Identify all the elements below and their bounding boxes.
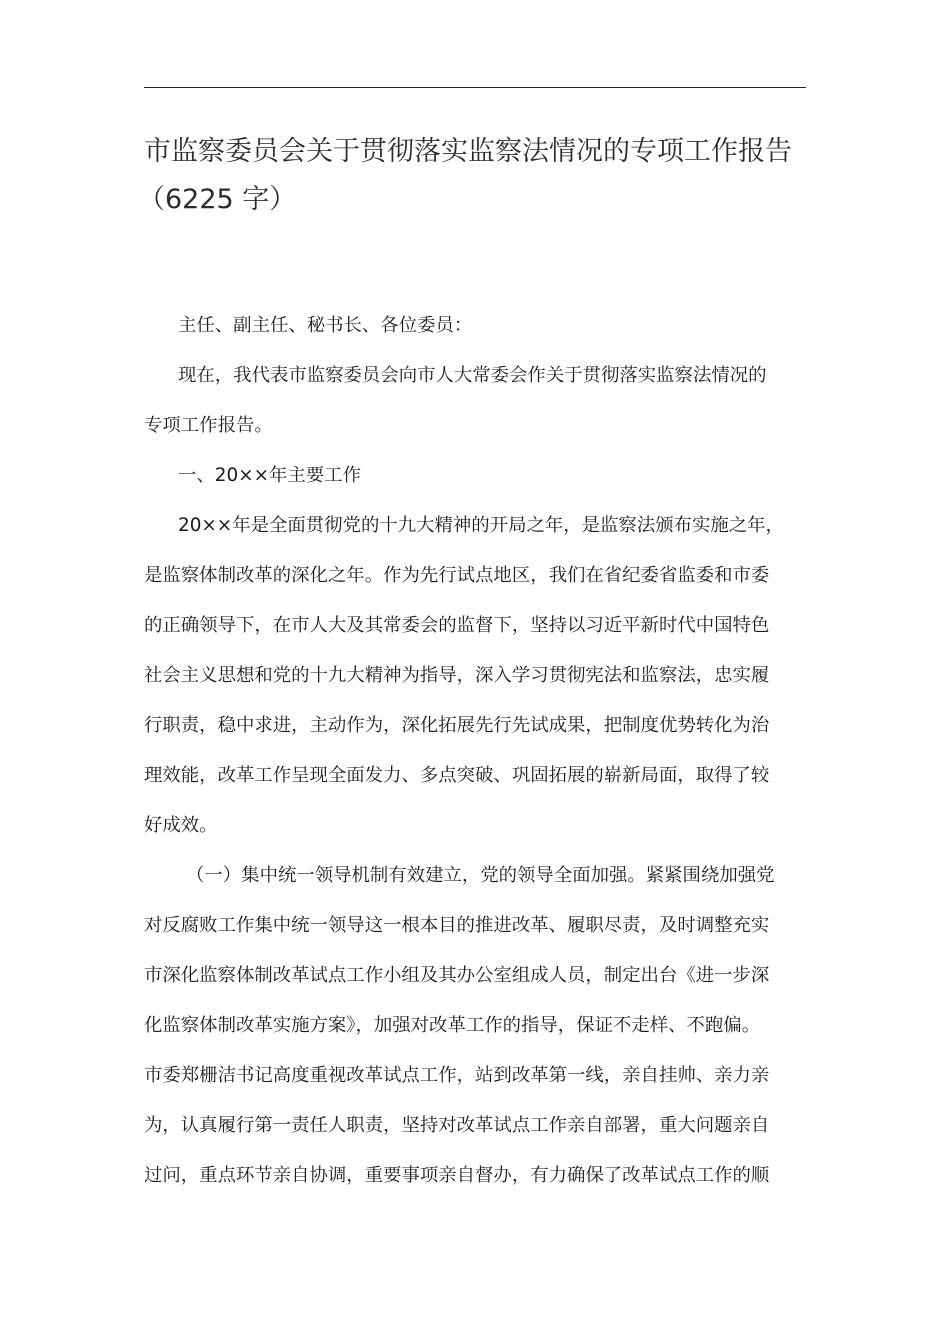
title-line-2: （6225 字） <box>138 184 297 215</box>
paragraph-line: 过问，重点环节亲自协调，重要事项亲自督办，有力确保了改革试点工作的顺 <box>144 1165 770 1186</box>
paragraph-line: 行职责，稳中求进，主动作为，深化拓展先行先试成果，把制度优势转化为治 <box>144 715 770 736</box>
paragraph-line: 是监察体制改革的深化之年。作为先行试点地区，我们在省纪委省监委和市委 <box>144 565 770 586</box>
subsection-line: （一）集中统一领导机制有效建立，党的领导全面加强。紧紧围绕加强党 <box>186 865 775 886</box>
section-heading: 一、20××年主要工作 <box>178 465 361 486</box>
paragraph-line: 20××年是全面贯彻党的十九大精神的开局之年，是监察法颁布实施之年， <box>178 515 784 536</box>
title-line-1: 市监察委员会关于贯彻落实监察法情况的专项工作报告 <box>144 136 792 167</box>
paragraph-line: 专项工作报告。 <box>144 415 273 436</box>
paragraph-line: 好成效。 <box>144 815 218 836</box>
paragraph-line: 现在，我代表市监察委员会向市人大常委会作关于贯彻落实监察法情况的 <box>178 365 767 386</box>
paragraph-line: 理效能，改革工作呈现全面发力、多点突破、巩固拓展的崭新局面，取得了较 <box>144 765 770 786</box>
paragraph-line: 为，认真履行第一责任人职责，坚持对改革试点工作亲自部署，重大问题亲自 <box>144 1115 770 1136</box>
salutation: 主任、副主任、秘书长、各位委员： <box>178 315 473 336</box>
document-body <box>144 311 806 1211</box>
paragraph-line: 社会主义思想和党的十九大精神为指导，深入学习贯彻宪法和监察法，忠实履 <box>144 665 770 686</box>
paragraph-line: 的正确领导下，在市人大及其常委会的监督下，坚持以习近平新时代中国特色 <box>144 615 770 636</box>
paragraph-line: 对反腐败工作集中统一领导这一根本目的推进改革、履职尽责，及时调整充实 <box>144 915 770 936</box>
paragraph-line: 市深化监察体制改革试点工作小组及其办公室组成人员，制定出台《进一步深 <box>144 965 770 986</box>
paragraph-line: 化监察体制改革实施方案》，加强对改革工作的指导，保证不走样、不跑偏。 <box>144 1015 761 1036</box>
document-title <box>138 128 824 224</box>
header-rule <box>144 87 806 88</box>
paragraph-line: 市委郑栅洁书记高度重视改革试点工作，站到改革第一线，亲自挂帅、亲力亲 <box>144 1065 770 1086</box>
